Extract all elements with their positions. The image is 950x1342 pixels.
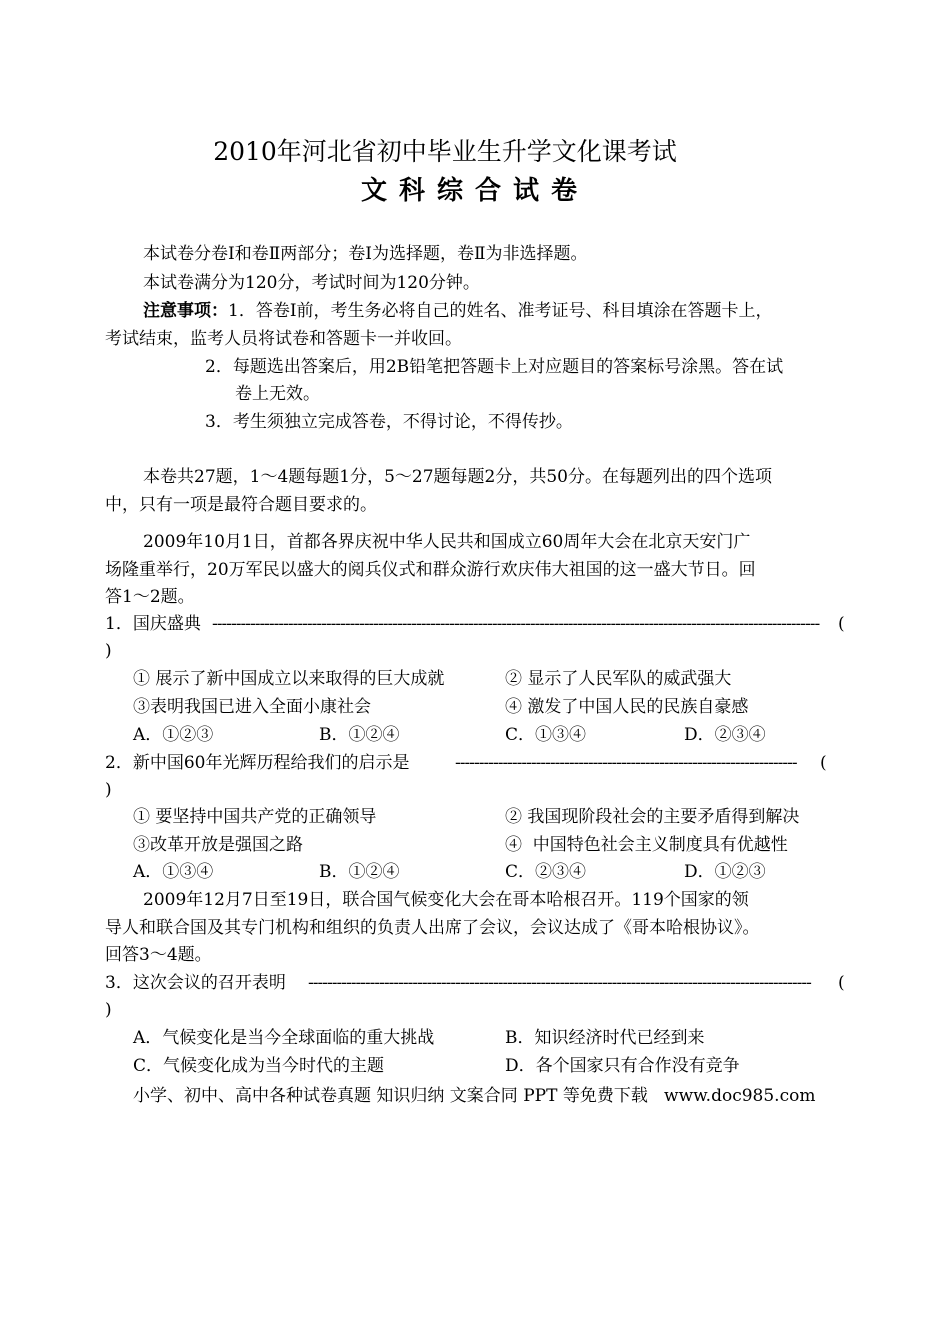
passage1-line-1: 2009年10月1日，首都各界庆祝中华人民共和国成立60周年大会在北京天安门广 bbox=[143, 532, 751, 552]
q2-paren-open: ( bbox=[820, 753, 827, 773]
notice-item-3: 3．考生须独立完成答卷，不得讨论，不得传抄。 bbox=[205, 412, 573, 432]
q1-option-d: D．②③④ bbox=[684, 725, 766, 745]
notice-item-1b: 考试结束，监考人员将试卷和答题卡一并收回。 bbox=[105, 329, 462, 349]
passage2-line-2: 导人和联合国及其专门机构和组织的负责人出席了会议，会议达成了《哥本哈根协议》。 bbox=[105, 918, 760, 938]
notice-line-1 bbox=[143, 300, 773, 322]
q2-statement-3: ③改革开放是强国之路 bbox=[133, 835, 303, 855]
q1-dashes: -------------------------------------------------------------------------------------------------------------------------------- bbox=[212, 614, 820, 634]
intro-line-2: 本试卷满分为120分，考试时间为120分钟。 bbox=[143, 273, 480, 293]
passage2-line-1: 2009年12月7日至19日，联合国气候变化大会在哥本哈根召开。119个国家的领 bbox=[143, 890, 749, 910]
q2-statement-4: ④ 中国特色社会主义制度具有优越性 bbox=[505, 835, 788, 855]
q1-statement-4: ④ 激发了中国人民的民族自豪感 bbox=[505, 697, 749, 717]
q2-option-d: D．①②③ bbox=[684, 862, 766, 882]
exam-title: 2010年河北省初中毕业生升学文化课考试 bbox=[213, 137, 677, 166]
q3-option-d: D．各个国家只有合作没有竞争 bbox=[505, 1056, 740, 1076]
passage2-line-3: 回答3～4题。 bbox=[105, 945, 212, 965]
q1-stem: 1．国庆盛典 bbox=[105, 614, 201, 634]
notice-item-1a: 1．答卷Ⅰ前，考生务必将自己的姓名、准考证号、科目填涂在答题卡上， bbox=[228, 301, 773, 321]
q1-option-a: A．①②③ bbox=[133, 725, 214, 745]
q3-paren-close: ) bbox=[105, 1000, 112, 1020]
footer-text: 小学、初中、高中各种试卷真题 知识归纳 文案合同 PPT 等免费下载 www.doc985.com bbox=[133, 1086, 816, 1106]
q2-option-a: A．①③④ bbox=[133, 862, 214, 882]
q2-statement-2: ② 我国现阶段社会的主要矛盾得到解决 bbox=[505, 807, 800, 827]
passage1-line-3: 答1～2题。 bbox=[105, 587, 195, 607]
notice-label: 注意事项： bbox=[143, 301, 228, 321]
q1-statement-2: ② 显示了人民军队的威武强大 bbox=[505, 669, 732, 689]
intro-line-1: 本试卷分卷Ⅰ和卷Ⅱ两部分；卷Ⅰ为选择题，卷Ⅱ为非选择题。 bbox=[143, 244, 588, 264]
section-intro-1: 本卷共27题，1～4题每题1分，5～27题每题2分，共50分。在每题列出的四个选项 bbox=[143, 467, 772, 487]
q3-option-c: C．气候变化成为当今时代的主题 bbox=[133, 1056, 385, 1076]
notice-item-2b: 卷上无效。 bbox=[235, 384, 320, 404]
q1-option-c: C．①③④ bbox=[505, 725, 587, 745]
q2-stem: 2．新中国60年光辉历程给我们的启示是 bbox=[105, 753, 415, 773]
q3-dashes: ---------------------------------------------------------------------------------------------------------- bbox=[308, 973, 811, 993]
q3-option-a: A．气候变化是当今全球面临的重大挑战 bbox=[133, 1028, 435, 1048]
q1-option-b: B．①②④ bbox=[319, 725, 400, 745]
q2-statement-1: ① 要坚持中国共产党的正确领导 bbox=[133, 807, 377, 827]
q1-statement-1: ① 展示了新中国成立以来取得的巨大成就 bbox=[133, 669, 445, 689]
q2-option-b: B．①②④ bbox=[319, 862, 400, 882]
passage1-line-2: 场隆重举行，20万军民以盛大的阅兵仪式和群众游行欢庆伟大祖国的这一盛大节日。回 bbox=[105, 560, 756, 580]
q1-paren-open: ( bbox=[838, 614, 845, 634]
q2-paren-close: ) bbox=[105, 780, 112, 800]
exam-subtitle: 文科综合试卷 bbox=[360, 176, 589, 206]
q3-paren-open: ( bbox=[838, 973, 845, 993]
q2-dashes: ------------------------------------------------------------------------ bbox=[455, 753, 797, 773]
q1-paren-close: ) bbox=[105, 641, 112, 661]
notice-item-2a: 2．每题选出答案后，用2B铅笔把答题卡上对应题目的答案标号涂黑。答在试 bbox=[205, 357, 784, 377]
q3-option-b: B．知识经济时代已经到来 bbox=[505, 1028, 705, 1048]
q2-option-c: C．②③④ bbox=[505, 862, 587, 882]
q3-stem: 3．这次会议的召开表明 bbox=[105, 973, 286, 993]
q1-statement-3: ③表明我国已进入全面小康社会 bbox=[133, 697, 371, 717]
section-intro-2: 中，只有一项是最符合题目要求的。 bbox=[105, 495, 377, 515]
